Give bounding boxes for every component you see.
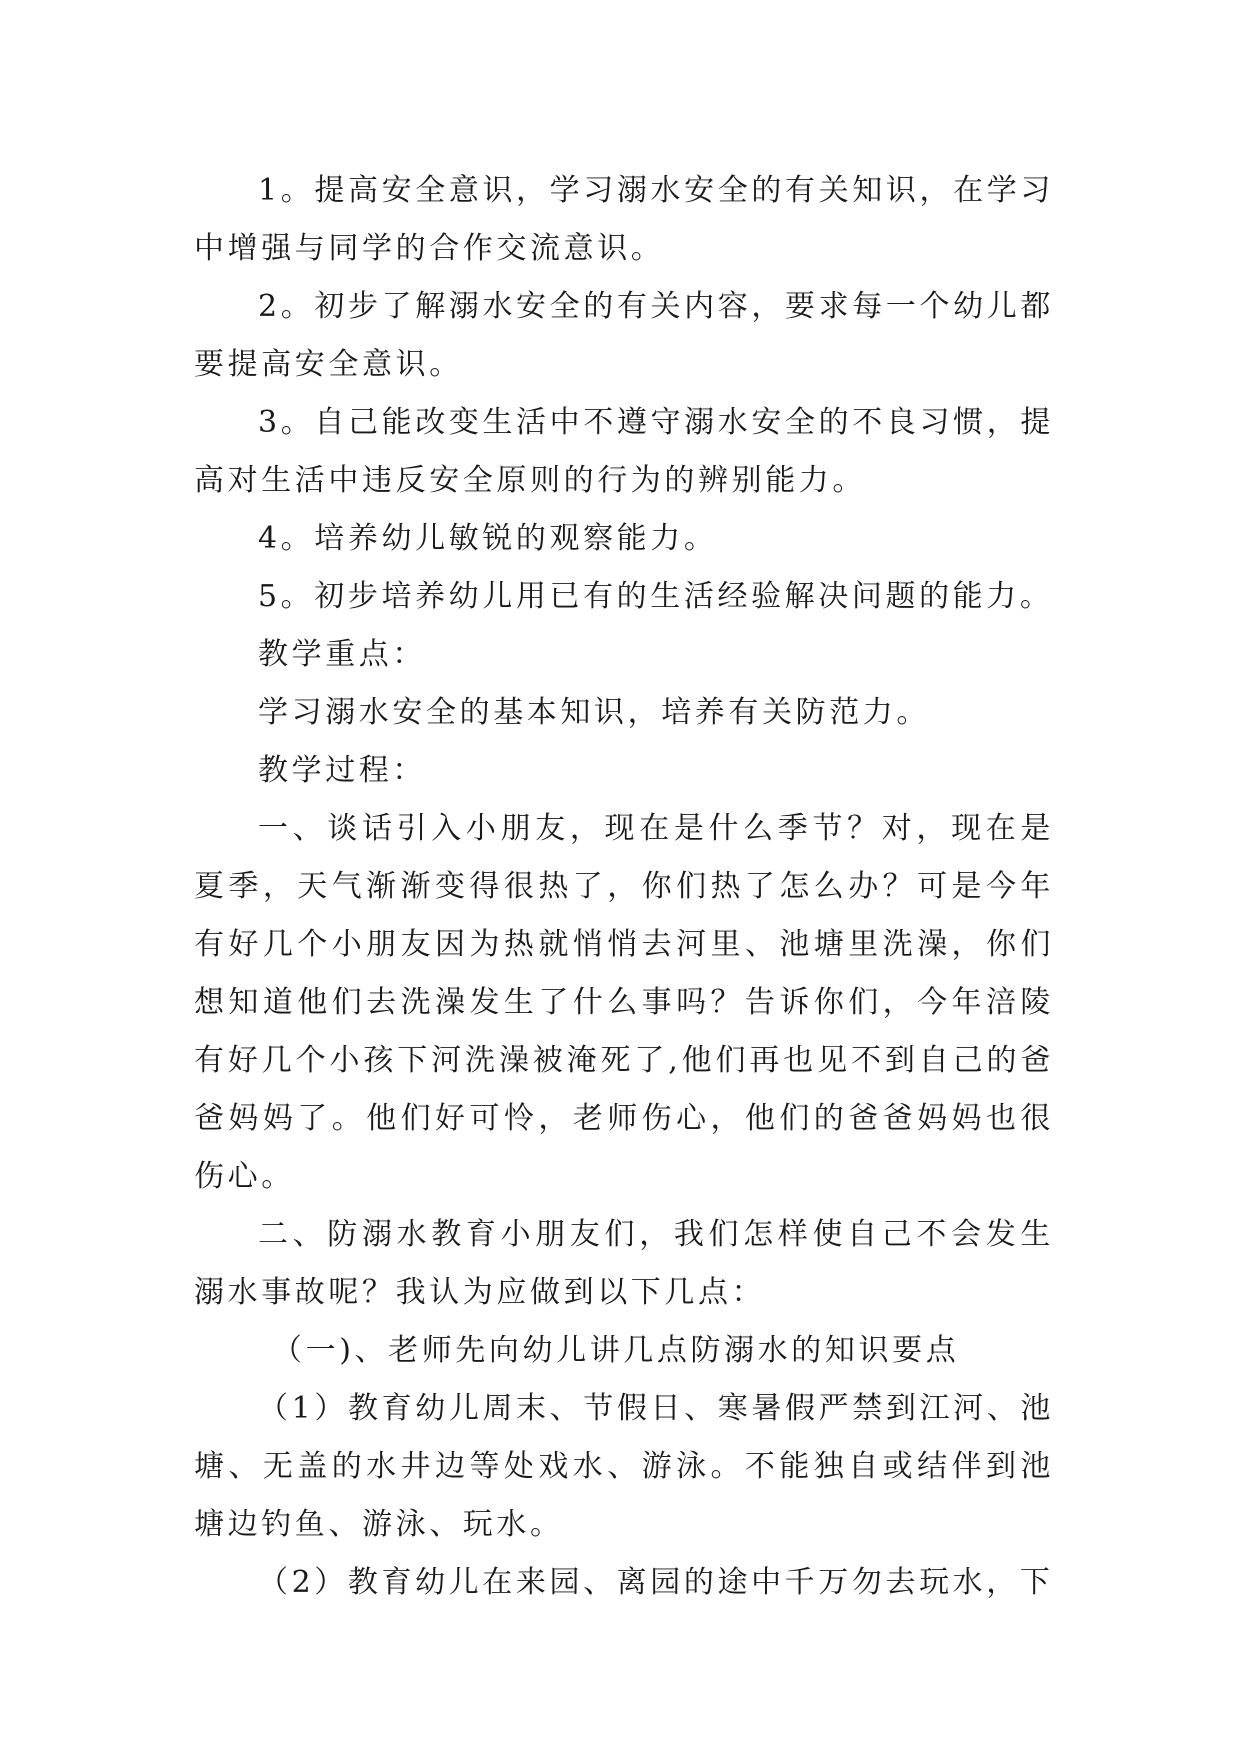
objective-4: 4。培养幼儿敏锐的观察能力。 xyxy=(258,521,718,556)
section-heading-process: 教学过程： xyxy=(258,753,426,788)
objective-2: 2。初步了解溺水安全的有关内容，要求每一个幼儿都要提高安全意识。 xyxy=(194,289,1054,382)
sub-section-1: （一)、老师先向幼儿讲几点防溺水的知识要点 xyxy=(272,1333,960,1368)
process-step-2: 二、防溺水教育小朋友们，我们怎样使自己不会发生溺水事故呢？我认为应做到以下几点： xyxy=(194,1217,1054,1310)
document-body xyxy=(194,162,1054,1612)
objective-5: 5。初步培养幼儿用已有的生活经验解决问题的能力。 xyxy=(258,579,1054,614)
point-1: （1）教育幼儿周末、节假日、寒暑假严禁到江河、池塘、无盖的水井边等处戏水、游泳。不能独自或结伴到池塘边钓鱼、游泳、玩水。 xyxy=(194,1391,1054,1542)
point-2: （2）教育幼儿在来园、离园的途中千万勿去玩水，下 xyxy=(258,1565,1054,1600)
key-points-text: 学习溺水安全的基本知识，培养有关防范力。 xyxy=(258,695,930,730)
section-heading-key-points: 教学重点： xyxy=(258,637,426,672)
objective-3: 3。自己能改变生活中不遵守溺水安全的不良习惯，提高对生活中违反安全原则的行为的辨别能力。 xyxy=(194,405,1054,498)
objective-1: 1。提高安全意识，学习溺水安全的有关知识，在学习中增强与同学的合作交流意识。 xyxy=(194,173,1054,266)
process-step-1: 一、谈话引入小朋友，现在是什么季节？对，现在是夏季，天气渐渐变得很热了，你们热了怎么办？可是今年有好几个小朋友因为热就悄悄去河里、池塘里洗澡，你们想知道他们去洗澡发生了什么事吗？告诉你们，今年涪陵有好几个小孩下河洗澡被淹死了,他们再也见不到自己的爸爸妈妈了。他们好可怜，老师伤心，他们的爸爸妈妈也很伤心。 xyxy=(194,811,1054,1194)
